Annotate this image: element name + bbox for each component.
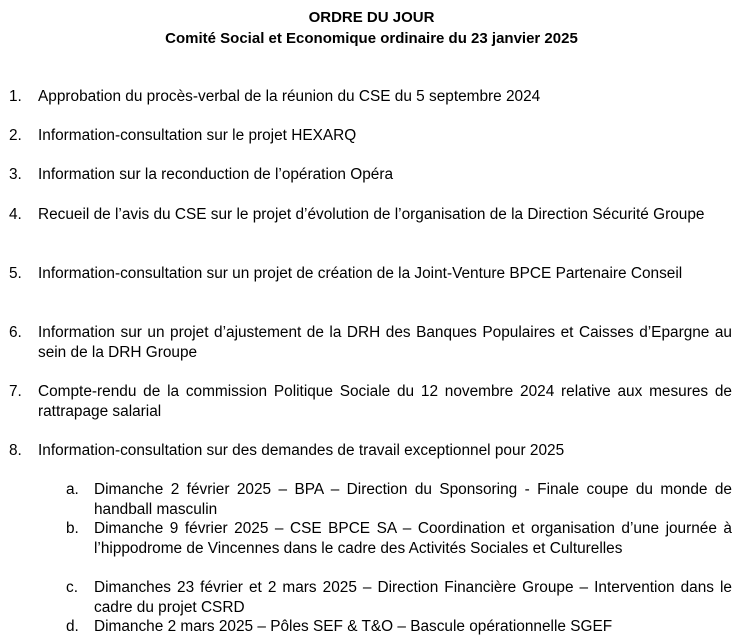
subitem-text: Dimanche 2 février 2025 – BPA – Direction du Sponsoring - Finale coupe du monde de handball masculin	[94, 481, 732, 518]
agenda-item-number: 2.	[9, 127, 22, 144]
subitem-text: Dimanches 23 février et 2 mars 2025 – Direction Financière Groupe – Intervention dans le cadre du projet CSRD	[94, 579, 732, 616]
agenda-item-number: 1.	[9, 88, 22, 105]
subitem-letter: c.	[66, 579, 78, 596]
agenda-item-text: Information sur la reconduction de l’opération Opéra	[38, 166, 394, 183]
agenda-item-number: 5.	[9, 265, 22, 282]
subitem-text: Dimanche 9 février 2025 – CSE BPCE SA – Coordination et organisation d’une journée à l’hippodrome de Vincennes dans le cadre des Activités Sociales et Culturelles	[94, 520, 732, 557]
agenda-item-number: 8.	[9, 442, 22, 459]
agenda-item-text: Information sur un projet d’ajustement de la DRH des Banques Populaires et Caisses d’Epargne au sein de la DRH Groupe	[38, 324, 732, 361]
agenda-item-text: Information-consultation sur le projet HEXARQ	[38, 127, 357, 144]
document-title: ORDRE DU JOUR	[308, 9, 435, 26]
agenda-item-number: 7.	[9, 383, 22, 400]
agenda-item-text: Information-consultation sur des demandes de travail exceptionnel pour 2025	[38, 442, 565, 459]
agenda-item-number: 6.	[9, 324, 22, 341]
subitem-letter: a.	[66, 481, 79, 498]
agenda-item-number: 4.	[9, 206, 22, 223]
subitem-letter: b.	[66, 520, 79, 537]
agenda-item-text: Recueil de l’avis du CSE sur le projet d’évolution de l’organisation de la Direction Sécurité Groupe	[38, 206, 705, 223]
subitem-text: Dimanche 2 mars 2025 – Pôles SEF & T&O – Bascule opérationnelle SGEF	[94, 618, 613, 635]
agenda-item-number: 3.	[9, 166, 22, 183]
subitem-letter: d.	[66, 618, 79, 635]
agenda-item-text: Compte-rendu de la commission Politique Sociale du 12 novembre 2024 relative aux mesures de rattrapage salarial	[38, 383, 732, 420]
agenda-item-text: Information-consultation sur un projet de création de la Joint-Venture BPCE Partenaire Conseil	[38, 265, 683, 282]
agenda-item-text: Approbation du procès-verbal de la réunion du CSE du 5 septembre 2024	[38, 88, 541, 105]
document-subtitle: Comité Social et Economique ordinaire du 23 janvier 2025	[165, 30, 578, 47]
